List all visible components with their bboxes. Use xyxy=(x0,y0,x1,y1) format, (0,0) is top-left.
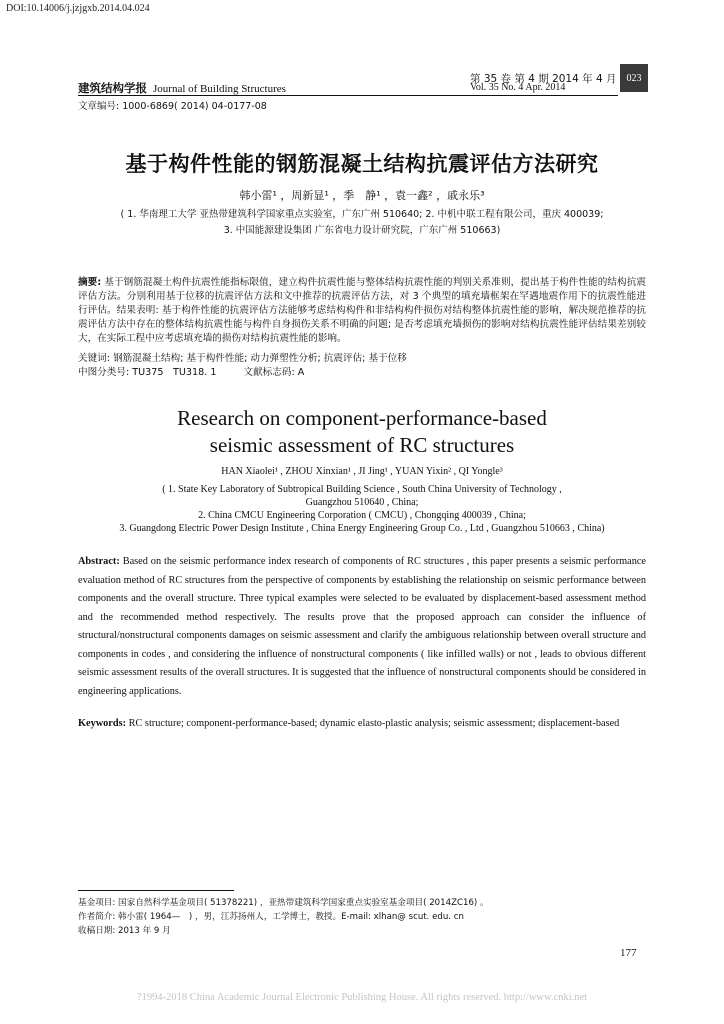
footnote-rule xyxy=(78,890,234,891)
copyright-footer: ?1994-2018 China Academic Journal Electronic Publishing House. All rights reserved. http://www.cnki.net xyxy=(136,992,588,1003)
abstract-zh-label: 摘要: xyxy=(78,277,102,288)
affiliation-en-line: Guangzhou 510640 , China; xyxy=(305,497,419,508)
keywords-en-text: RC structure; component-performance-based; dynamic elasto-plastic analysis; seismic assessment; displacement-based xyxy=(128,718,620,729)
title-zh: 基于构件性能的钢筋混凝土结构抗震评估方法研究 xyxy=(125,152,599,176)
keywords-en xyxy=(78,715,646,733)
affiliation-en-line: 3. Guangdong Electric Power Design Institute , China Energy Engineering Group Co. , Ltd , Guangzhou 510663 , China) xyxy=(119,523,605,534)
abstract-en-text: Based on the seismic performance index research of components of RC structures , this paper presents a seismic performance evaluation method of RC structures from the perspective of components by establishing the relationship on seismic performance between components and the overall structure. Three typical examples were selected to be evaluated by displacement-based assessment method and the recommended method respectively. The results prove that the proposed approach can consider the influence of structural/nonstructural components damages on seismic assessment and clarify the ambiguous relationship between overall structure and components in codes , and considering the influence of nonstructural components ( like infilled walls) or not , leads to obvious different seismic assessment results of the overall structures. It is suggested that the influence of nonstructural components should be considered in engineering applications. xyxy=(78,556,646,697)
title-en-line: Research on component-performance-based xyxy=(177,406,547,430)
page-tab: 023 xyxy=(620,64,648,92)
title-en-line: seismic assessment of RC structures xyxy=(209,433,515,457)
authors-zh: 韩小雷¹ ，周新显¹ ，季 静¹ ，袁一鑫² ，戚永乐³ xyxy=(239,189,485,202)
affiliation-en-line: 2. China CMCU Engineering Corporation ( CMCU) , Chongqing 400039 , China; xyxy=(198,510,526,521)
journal-title-zh: 建筑结构学报 xyxy=(78,81,147,95)
abstract-en xyxy=(78,553,646,701)
header-rule xyxy=(78,95,618,96)
journal-header xyxy=(78,80,286,96)
journal-title-en: Journal of Building Structures xyxy=(153,83,286,95)
affiliation-zh-line: ( 1. 华南理工大学 亚热带建筑科学国家重点实验室，广东广州 510640; 2. 中机中联工程有限公司，重庆 400039; xyxy=(120,209,604,220)
page-number: 177 xyxy=(620,947,637,959)
classification-line xyxy=(78,364,304,378)
clc-code: 中图分类号: TU375 TU318. 1 xyxy=(78,367,217,378)
volume-info-zh: 第 35 卷 第 4 期 2014 年 4 月 xyxy=(470,73,617,85)
article-number: 文章编号: 1000-6869( 2014) 04-0177-08 xyxy=(78,101,267,112)
doi-line: DOI:10.14006/j.jzjgxb.2014.04.024 xyxy=(6,3,150,14)
abstract-zh xyxy=(78,276,646,346)
volume-info-en: Vol. 35 No. 4 Apr. 2014 xyxy=(470,82,566,93)
keywords-en-label: Keywords: xyxy=(78,718,127,729)
keywords-zh: 关键词: 钢筋混凝土结构; 基于构件性能; 动力弹塑性分析; 抗震评估; 基于位移 xyxy=(78,353,407,364)
affiliation-en-line: ( 1. State Key Laboratory of Subtropical Building Science , South China University of Technology , xyxy=(162,484,562,495)
footnote-received: 收稿日期: 2013 年 9 月 xyxy=(78,926,171,936)
footnote-author: 作者简介: 韩小雷( 1964— ) ，男，江苏扬州人，工学博士，教授。E-mail: xlhan@ scut. edu. cn xyxy=(78,912,464,922)
document-code: 文献标志码: A xyxy=(243,367,305,378)
affiliation-zh-line: 3. 中国能源建设集团 广东省电力设计研究院，广东广州 510663) xyxy=(223,225,501,236)
abstract-zh-text: 基于钢筋混凝土构件抗震性能指标限值，建立构件抗震性能与整体结构抗震性能的判别关系准则，提出基于构件性能的结构抗震评估方法。分别利用基于位移的抗震评估方法和文中推荐的抗震评估方法，对 3 个典型的填充墙框架在罕遇地震作用下的抗震性能进行评估。结果表明: 基于构件性能的抗震评估方法能够考虑结构构件和非结构构件损伤对结构整体抗震性能的影响，解决规范推荐的抗震评估方法中存在的整体结构抗震性能与构件自身损伤关系不明确的问题; 是否考虑填充墙损伤的影响对结构抗震性能评估结果差别较大，在实际工程中应考虑填充墙的损伤对结构抗震性能的影响。 xyxy=(78,277,646,344)
abstract-en-label: Abstract: xyxy=(78,556,120,567)
authors-en: HAN Xiaolei¹ , ZHOU Xinxian¹ , JI Jing¹ , YUAN Yixin² , QI Yongle³ xyxy=(221,466,503,477)
footnote-funding: 基金项目: 国家自然科学基金项目( 51378221) ，亚热带建筑科学国家重点实验室基金项目( 2014ZC16) 。 xyxy=(78,898,489,908)
